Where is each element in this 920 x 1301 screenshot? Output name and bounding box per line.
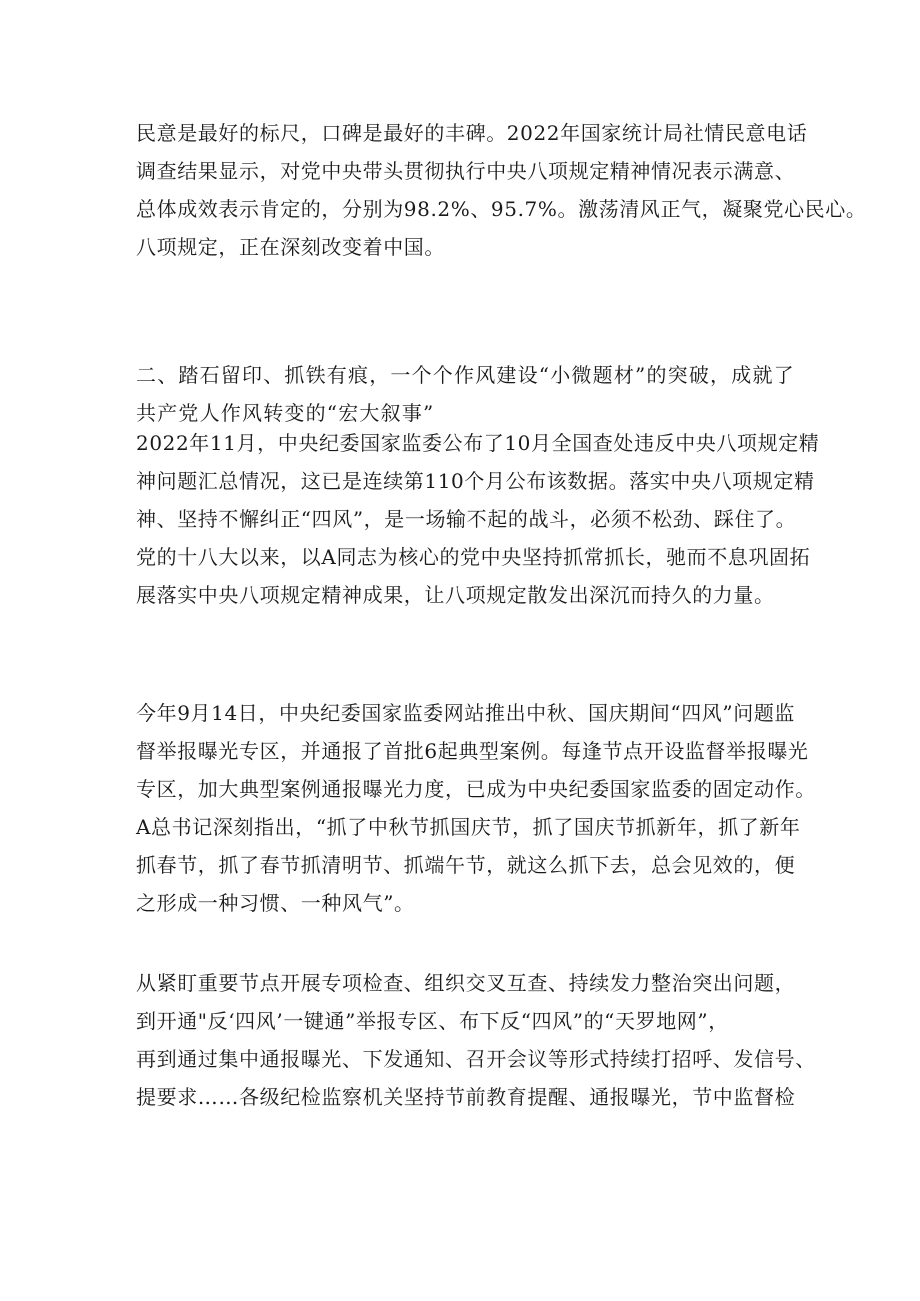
text-line: 神问题汇总情况，这已是连续第110个月公布该数据。落实中央八项规定精 — [136, 469, 815, 493]
text-line: 党的十八大以来，以A同志为核心的党中央坚持抓常抓长，驰而不息巩固拓 — [136, 545, 811, 569]
text-line: 专区，加大典型案例通报曝光力度，已成为中央纪委国家监委的固定动作。 — [136, 777, 816, 801]
text-line: 神、坚持不懈纠正“四风”，是一场输不起的战斗，必须不松劲、踩住了。 — [136, 507, 797, 531]
heading-line: 共产党人作风转变的“宏大叙事” — [136, 401, 435, 425]
intro-paragraph — [136, 114, 867, 266]
text-line: 督举报曝光专区，并通报了首批6起典型案例。每逢节点开设监督举报曝光 — [136, 739, 809, 763]
text-line: 调查结果显示，对党中央带头贯彻执行中央八项规定精神情况表示满意、 — [136, 159, 796, 183]
text-line: 抓春节，抓了春节抓清明节、抓端午节，就这么抓下去，总会见效的，便 — [136, 853, 796, 877]
paragraph-1 — [136, 424, 820, 614]
text-line: 到开通"反‘四风’一键通”举报专区、布下反“四风”的“天罗地网”， — [136, 1009, 729, 1033]
text-line: 八项规定，正在深刻改变着中国。 — [136, 235, 445, 259]
text-line: 民意是最好的标尺，口碑是最好的丰碑。2022年国家统计局社情民意电话 — [136, 121, 808, 145]
text-line: 展落实中央八项规定精神成果，让八项规定散发出深沉而持久的力量。 — [136, 583, 775, 607]
text-line: 总体成效表示肯定的，分别为98.2%、95.7%。激荡清风正气，凝聚党心民心。 — [136, 197, 867, 221]
text-line: 2022年11月，中央纪委国家监委公布了10月全国查处违反中央八项规定精 — [136, 431, 820, 455]
text-line: A总书记深刻指出，“抓了中秋节抓国庆节，抓了国庆节抓新年，抓了新年 — [136, 815, 801, 839]
section-heading — [136, 356, 796, 432]
text-line: 再到通过集中通报曝光、下发通知、召开会议等形式持续打招呼、发信号、 — [136, 1047, 816, 1071]
paragraph-2 — [136, 694, 816, 922]
text-line: 今年9月14日，中央纪委国家监委网站推出中秋、国庆期间“四风”问题监 — [136, 701, 796, 725]
text-line: 从紧盯重要节点开展专项检查、组织交叉互查、持续发力整治突出问题， — [136, 971, 796, 995]
heading-line: 二、踏石留印、抓铁有痕，一个个作风建设“小微题材”的突破，成就了 — [136, 363, 795, 387]
text-line: 提要求……各级纪检监察机关坚持节前教育提醒、通报曝光，节中监督检 — [136, 1085, 796, 1109]
text-line: 之形成一种习惯、一种风气”。 — [136, 891, 415, 915]
paragraph-3 — [136, 964, 816, 1116]
